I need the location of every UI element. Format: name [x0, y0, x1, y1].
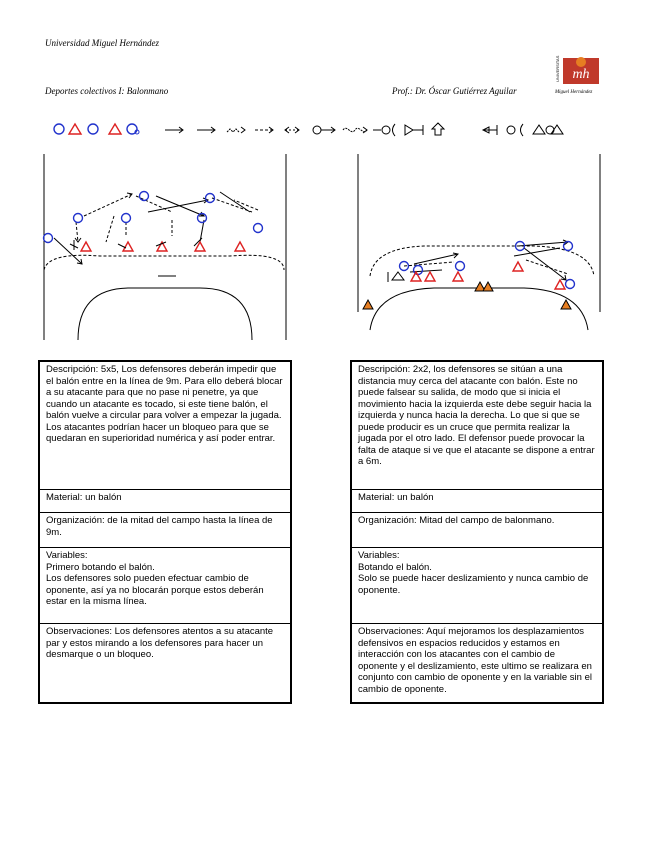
- legend-feint-icon: [343, 127, 367, 133]
- observations: Observaciones: Aquí mejoramos los desplazamientos defensivos en espacios reducidos y estamos en interacción con los atacantes con el cambio de oponente y el deslizamiento, este ultimo se realizara en conjunto con cambio de oponente y en la variable sin el cambio de oponente.: [358, 626, 592, 695]
- play-arrows: [54, 192, 258, 264]
- observations: Observaciones: Los defensores atentos a su atacante par y estos mirando a los defensores para hacer un desmarque o un bloqueo.: [46, 626, 274, 660]
- legend-ball-icon: [127, 124, 139, 134]
- task-card-right: [350, 360, 604, 704]
- legend-defender2-icon: [109, 124, 121, 134]
- material: Material: un balón: [352, 490, 602, 513]
- legend-shot-icon: [313, 126, 335, 134]
- diagram-left-5x5: [40, 152, 290, 342]
- legend-dribble-arrow-icon: [227, 127, 245, 133]
- legend-attacker-icon: [54, 124, 64, 134]
- legend-block2-icon: [483, 125, 497, 135]
- organization: Organización: de la mitad del campo hasta la línea de 9m.: [40, 513, 290, 548]
- professor-name: Prof.: Dr. Óscar Gutiérrez Aguilar: [392, 86, 517, 96]
- legend-dashed-arrow-icon: [255, 127, 273, 133]
- legend-attacker2-icon: [88, 124, 98, 134]
- variables: Variables: Botando el balón. Solo se puede hacer deslizamiento y nunca cambio de oponente.: [352, 548, 602, 624]
- cones: [363, 282, 571, 309]
- organization: Organización: Mitad del campo de balonmano.: [352, 513, 602, 548]
- legend-defender-icon: [69, 124, 81, 134]
- description: Descripción: 5x5, Los defensores deberán impedir que el balón entre en la línea de 9m. Para ello deberá blocar a su atacante para que no pase ni penetre, ya que cuando un atacante es tocado, si este tiene balón, el balón vuelve a circular para volver a empezar la jugada. Los atacantes podrían hacer un bloqueo para que se quedaran en superioridad numérica y así poder entrar.: [40, 362, 290, 490]
- diagram-right-2x2: [354, 152, 604, 342]
- university-name: Universidad Miguel Hernández: [45, 38, 159, 48]
- material: Material: un balón: [40, 490, 290, 513]
- attackers: [44, 192, 263, 243]
- symbol-legend: [45, 118, 625, 140]
- legend-screen2-icon: [507, 124, 523, 136]
- ball-carriers: [388, 272, 404, 282]
- logo-caption: Miguel Hernández: [555, 90, 593, 95]
- svg-text:mh: mh: [572, 67, 590, 82]
- legend-double-arrow-icon: [285, 127, 299, 133]
- description: Descripción: 2x2, los defensores se sitúan a una distancia muy cerca del atacante con balón. Este no puede falsear su salida, de modo que si inicia el movimiento hacia la izquierda este debe seguir hacia la izquierda y nunca hacia la derecha. Lo que si que se puede producir es un cruce que permita realizar la jugada por el otro lado. El defensor puede provocar la falta de ataque si ve que el atacante se dispone a entrar a 6m.: [352, 362, 602, 490]
- legend-up-arrow-icon: [432, 123, 444, 135]
- legend-move-arrow-icon: [197, 127, 215, 133]
- variables: Variables: Primero botando el balón. Los defensores solo pueden efectuar cambio de oponente, así ya no blocarán porque estos deberán estar en la misma línea.: [40, 548, 290, 624]
- subject-title: Deportes colectivos I: Balonmano: [45, 86, 169, 96]
- legend-pass-arrow-icon: [165, 127, 183, 133]
- legend-block-icon: [405, 125, 423, 135]
- legend-group-icon: [533, 125, 563, 134]
- svg-text:UNIVERSITAS: UNIVERSITAS: [555, 55, 560, 82]
- legend-screen-icon: [373, 124, 395, 136]
- task-card-left: [38, 360, 292, 704]
